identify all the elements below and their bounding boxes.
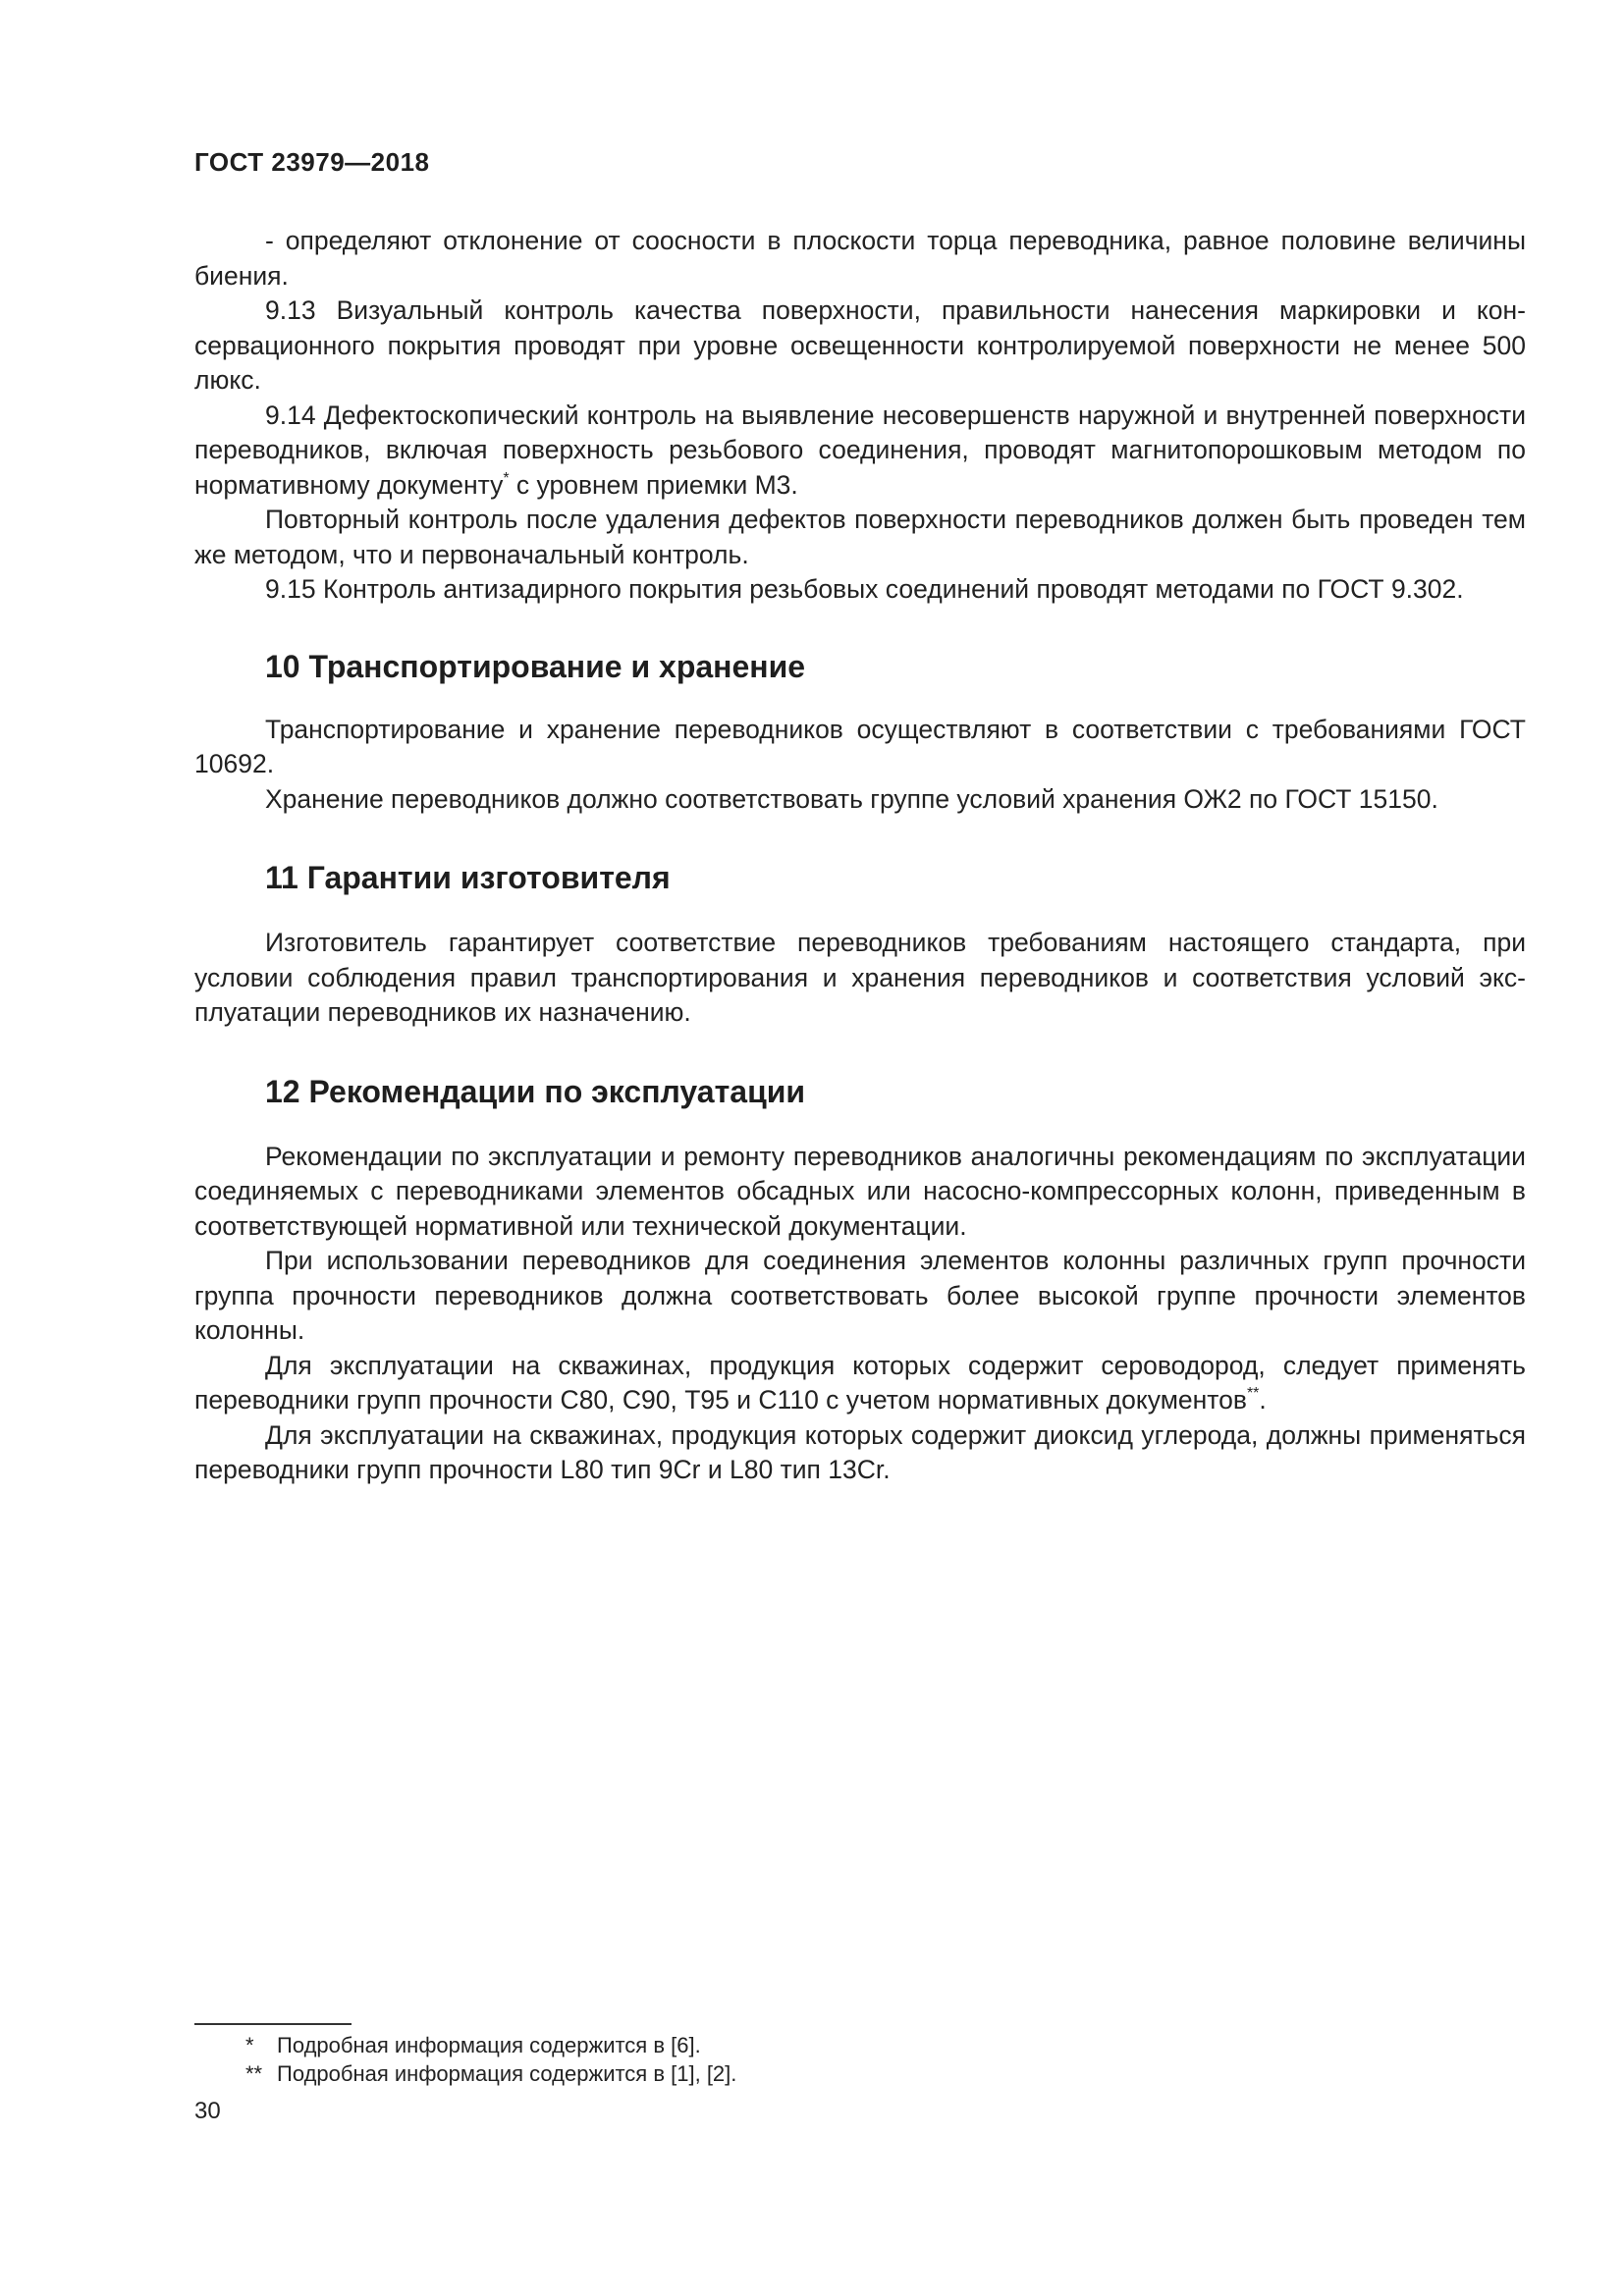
section-10-paragraph-2: Хранение переводников должно соответствовать группе условий хранения ОЖ2 по ГОСТ 15150. [265,783,1438,814]
section-12-paragraph-2: При использовании переводников для соединения элементов колонны различных групп прочности группа прочности переводников должна соответствовать более высокой группе прочности элементов колонны. [194,1246,1526,1345]
footnotes [194,2031,1526,2088]
section-11-heading: 11 Гарантии изготовителя [265,860,671,895]
footnote-divider [194,2023,352,2025]
footnote [194,2031,1526,2059]
section-11-paragraph-1: Изготовитель гарантирует соответствие переводников требованиям настоящего стандарта, при условии соблюдения правил транспортирования и хранения переводников и соответствия условий эксплуатации переводников их назначению. [194,928,1526,1027]
section-12-paragraph-1: Рекомендации по эксплуатации и ремонту переводников аналогичны рекомендациям по эксплуатации соединяемых с переводниками элементов обсадных или насосно-компрессорных колонн, приведенным в соответствующей нормативной или технической документации. [194,1141,1526,1241]
section-12-paragraph-3-text: Для эксплуатации на скважинах, продукция которых содержит сероводород, следует применять переводники групп прочности С80, С90, Т95 и С110 с учетом нормативных документов [194,1350,1526,1415]
paragraph-9-15: 9.15 Контроль антизадирного покрытия резьбовых соединений проводят методами по ГОСТ 9.302. [265,574,1464,604]
section-12-paragraph-3 [194,1349,1526,1418]
footnote [194,2059,1526,2088]
footnote-ref-1: * [503,469,510,487]
footnote-mark: * [245,2033,254,2057]
footnote-text: Подробная информация содержится в [1], [2]. [277,2061,737,2086]
footnote-text: Подробная информация содержится в [6]. [277,2033,701,2057]
paragraph-9-14-text: 9.14 Дефектоскопический контроль на выявление несовершенств наружной и внутренней поверхности переводников, включая поверхность резьбового соединения, проводят магнитопорошковым методом по нормативному документу [194,400,1526,500]
main-content [194,224,1526,1488]
page-number: 30 [194,2098,221,2124]
section-10-paragraph-1: Транспортирование и хранение переводников осуществляют в соответствии с требованиями ГОСТ 10692. [194,714,1526,778]
paragraph-9-14 [194,399,1526,504]
document-header: ГОСТ 23979—2018 [194,147,430,177]
paragraph-9-14-tail: с уровнем приемки М3. [509,469,798,500]
paragraph-coaxiality: - определяют отклонение от соосности в плоскости торца переводника, равное половине величины биения. [194,226,1526,291]
footnote-mark: ** [245,2061,263,2086]
section-10-heading: 10 Транспортирование и хранение [265,648,806,684]
paragraph-9-13: 9.13 Визуальный контроль качества поверхности, правильности нанесения маркировки и консервационного покрытия проводят при уровне освещенности контролируемой поверхности не менее 500 люкс. [194,295,1526,395]
paragraph-repeat-control: Повторный контроль после удаления дефектов поверхности переводников должен быть проведен тем же методом, что и первоначальный контроль. [194,505,1526,569]
section-12-heading: 12 Рекомендации по эксплуатации [265,1073,806,1109]
section-12-paragraph-3-tail: . [1259,1385,1267,1415]
footnote-ref-2: ** [1246,1385,1260,1402]
section-12-paragraph-4: Для эксплуатации на скважинах, продукция которых содержит диоксид углерода, должны применяться переводники групп прочности L80 тип 9Cr и L80 тип 13Cr. [194,1419,1526,1484]
